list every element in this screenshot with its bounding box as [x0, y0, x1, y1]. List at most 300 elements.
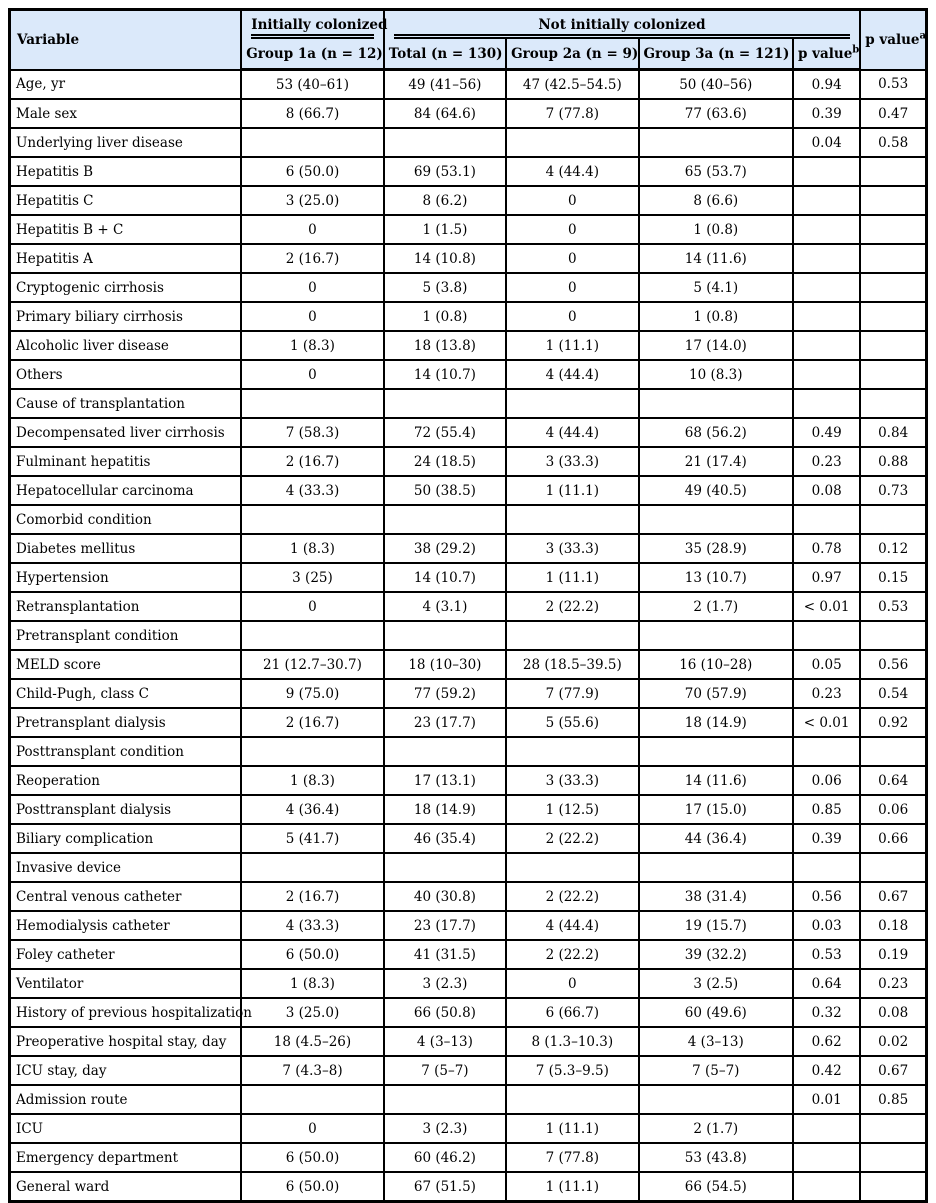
cell-group1a: 1 (8.3) [241, 331, 383, 360]
cell-group2a: 2 (22.2) [506, 882, 638, 911]
cell-p-a [860, 1143, 926, 1172]
cell-variable: Posttransplant dialysis [10, 795, 242, 824]
table-row [10, 1143, 927, 1172]
cell-total: 69 (53.1) [384, 157, 506, 186]
p-value-b-superscript: b [852, 44, 860, 55]
cell-variable: Emergency department [10, 1143, 242, 1172]
cell-p-a [860, 737, 926, 766]
column-header-variable: Variable [10, 10, 242, 70]
cell-group2a [506, 389, 638, 418]
table-row [10, 476, 927, 505]
cell-p-b: < 0.01 [793, 592, 860, 621]
table-row [10, 215, 927, 244]
cell-group2a: 0 [506, 273, 638, 302]
column-header-group2a: Group 2a (n = 9) [506, 39, 638, 70]
cell-p-b: 0.04 [793, 128, 860, 157]
cell-p-b: 0.39 [793, 824, 860, 853]
cell-group2a: 5 (55.6) [506, 708, 638, 737]
cell-variable: Male sex [10, 99, 242, 128]
table-row [10, 1172, 927, 1202]
table-row [10, 679, 927, 708]
table-row [10, 534, 927, 563]
cell-p-b: 0.01 [793, 1085, 860, 1114]
cell-group1a: 0 [241, 302, 383, 331]
cell-group3a: 17 (15.0) [639, 795, 794, 824]
cell-group2a: 7 (77.8) [506, 1143, 638, 1172]
cell-total: 38 (29.2) [384, 534, 506, 563]
cell-group1a: 2 (16.7) [241, 708, 383, 737]
cell-group2a: 1 (11.1) [506, 1114, 638, 1143]
cell-group1a: 4 (36.4) [241, 795, 383, 824]
cell-total [384, 505, 506, 534]
cell-group1a: 6 (50.0) [241, 1143, 383, 1172]
cell-p-a: 0.15 [860, 563, 926, 592]
cell-p-b [793, 853, 860, 882]
cell-total [384, 853, 506, 882]
cell-total: 4 (3.1) [384, 592, 506, 621]
cell-p-a: 0.53 [860, 592, 926, 621]
cell-p-b [793, 621, 860, 650]
cell-group1a: 6 (50.0) [241, 157, 383, 186]
cell-group2a: 4 (44.4) [506, 360, 638, 389]
cell-p-b: 0.32 [793, 998, 860, 1027]
cell-variable: Hemodialysis catheter [10, 911, 242, 940]
cell-p-a: 0.58 [860, 128, 926, 157]
cell-group3a: 19 (15.7) [639, 911, 794, 940]
cell-total: 72 (55.4) [384, 418, 506, 447]
cell-p-a: 0.08 [860, 998, 926, 1027]
cell-group3a: 14 (11.6) [639, 766, 794, 795]
table-row [10, 563, 927, 592]
table-row [10, 795, 927, 824]
table-row [10, 737, 927, 766]
cell-p-b [793, 302, 860, 331]
cell-variable: Reoperation [10, 766, 242, 795]
cell-group1a: 1 (8.3) [241, 969, 383, 998]
cell-total: 18 (14.9) [384, 795, 506, 824]
column-header-group3a: Group 3a (n = 121) [639, 39, 794, 70]
cell-group3a: 16 (10–28) [639, 650, 794, 679]
cell-total: 66 (50.8) [384, 998, 506, 1027]
cell-group2a: 1 (12.5) [506, 795, 638, 824]
cell-p-a [860, 1172, 926, 1202]
cell-group3a: 8 (6.6) [639, 186, 794, 215]
cell-variable: Central venous catheter [10, 882, 242, 911]
group-header-initially-colonized [241, 10, 388, 40]
cell-p-a [860, 331, 926, 360]
cell-total [384, 389, 506, 418]
cell-group1a [241, 128, 383, 157]
cell-total [384, 737, 506, 766]
group-header-not-initially-colonized [384, 10, 861, 40]
table-row [10, 331, 927, 360]
cell-p-a: 0.67 [860, 1056, 926, 1085]
cell-variable: Pretransplant condition [10, 621, 242, 650]
cell-p-b [793, 1172, 860, 1202]
cell-group3a: 14 (11.6) [639, 244, 794, 273]
cell-group2a: 1 (11.1) [506, 331, 638, 360]
cell-group1a: 6 (50.0) [241, 1172, 383, 1202]
cell-p-b [793, 1114, 860, 1143]
cell-group2a: 3 (33.3) [506, 447, 638, 476]
cell-variable: Comorbid condition [10, 505, 242, 534]
cell-group2a: 0 [506, 969, 638, 998]
cell-group3a: 1 (0.8) [639, 215, 794, 244]
cell-group2a: 7 (77.8) [506, 99, 638, 128]
cell-p-b: 0.64 [793, 969, 860, 998]
cell-variable: Others [10, 360, 242, 389]
cell-group2a: 4 (44.4) [506, 418, 638, 447]
cell-total: 18 (13.8) [384, 331, 506, 360]
table-row [10, 1027, 927, 1056]
cell-group3a: 3 (2.5) [639, 969, 794, 998]
table-row [10, 853, 927, 882]
cell-group1a: 3 (25.0) [241, 998, 383, 1027]
cell-p-a: 0.56 [860, 650, 926, 679]
cell-group3a: 18 (14.9) [639, 708, 794, 737]
cell-group2a [506, 128, 638, 157]
cell-variable: Age, yr [10, 70, 242, 100]
cell-variable: Hepatitis A [10, 244, 242, 273]
cell-group1a: 1 (8.3) [241, 534, 383, 563]
table-row [10, 418, 927, 447]
cell-group3a: 1 (0.8) [639, 302, 794, 331]
cell-group2a: 2 (22.2) [506, 824, 638, 853]
table-row [10, 621, 927, 650]
cell-variable: Hepatitis B + C [10, 215, 242, 244]
cell-group2a [506, 1085, 638, 1114]
cell-group1a [241, 621, 383, 650]
cell-p-a: 0.47 [860, 99, 926, 128]
cell-total: 23 (17.7) [384, 708, 506, 737]
table-row [10, 824, 927, 853]
cell-group3a: 4 (3–13) [639, 1027, 794, 1056]
cell-total: 1 (0.8) [384, 302, 506, 331]
cell-variable: Primary biliary cirrhosis [10, 302, 242, 331]
table-row [10, 389, 927, 418]
cell-total: 49 (41–56) [384, 70, 506, 100]
table-row [10, 186, 927, 215]
cell-p-b: < 0.01 [793, 708, 860, 737]
cell-variable: MELD score [10, 650, 242, 679]
cell-total: 14 (10.8) [384, 244, 506, 273]
cell-group3a [639, 505, 794, 534]
cell-total: 77 (59.2) [384, 679, 506, 708]
cell-p-a: 0.64 [860, 766, 926, 795]
cell-group3a: 5 (4.1) [639, 273, 794, 302]
cell-variable: Hepatitis B [10, 157, 242, 186]
cell-group2a: 28 (18.5–39.5) [506, 650, 638, 679]
table-row [10, 650, 927, 679]
cell-total: 7 (5–7) [384, 1056, 506, 1085]
cell-group1a: 2 (16.7) [241, 447, 383, 476]
cell-p-a [860, 186, 926, 215]
cell-group2a: 6 (66.7) [506, 998, 638, 1027]
cell-variable: Cryptogenic cirrhosis [10, 273, 242, 302]
cell-p-b [793, 186, 860, 215]
cell-group2a: 0 [506, 215, 638, 244]
cell-p-a: 0.19 [860, 940, 926, 969]
cell-total: 3 (2.3) [384, 969, 506, 998]
cell-group1a: 18 (4.5–26) [241, 1027, 383, 1056]
cell-group1a [241, 737, 383, 766]
table-row [10, 592, 927, 621]
cell-p-a: 0.66 [860, 824, 926, 853]
cell-group2a [506, 505, 638, 534]
cell-group1a: 21 (12.7–30.7) [241, 650, 383, 679]
cell-p-a [860, 360, 926, 389]
cell-variable: History of previous hospitalization [10, 998, 242, 1027]
cell-group1a: 0 [241, 1114, 383, 1143]
cell-group1a: 7 (4.3–8) [241, 1056, 383, 1085]
cell-p-b: 0.05 [793, 650, 860, 679]
cell-total: 4 (3–13) [384, 1027, 506, 1056]
cell-p-b: 0.39 [793, 99, 860, 128]
cell-group3a: 13 (10.7) [639, 563, 794, 592]
cell-p-a: 0.53 [860, 70, 926, 100]
cell-variable: Foley catheter [10, 940, 242, 969]
cell-variable: Fulminant hepatitis [10, 447, 242, 476]
cell-variable: Alcoholic liver disease [10, 331, 242, 360]
cell-group3a: 7 (5–7) [639, 1056, 794, 1085]
cell-variable: Child-Pugh, class C [10, 679, 242, 708]
cell-group3a: 2 (1.7) [639, 1114, 794, 1143]
cell-group1a: 4 (33.3) [241, 911, 383, 940]
cell-p-a: 0.67 [860, 882, 926, 911]
cell-p-a: 0.92 [860, 708, 926, 737]
cell-p-b: 0.78 [793, 534, 860, 563]
cell-p-b [793, 389, 860, 418]
cell-variable: Biliary complication [10, 824, 242, 853]
cell-total [384, 621, 506, 650]
cell-p-b [793, 273, 860, 302]
table-row [10, 244, 927, 273]
cell-total: 14 (10.7) [384, 360, 506, 389]
cell-variable: Underlying liver disease [10, 128, 242, 157]
cell-group2a: 0 [506, 186, 638, 215]
cell-p-a: 0.85 [860, 1085, 926, 1114]
cell-variable: Hypertension [10, 563, 242, 592]
cell-p-a: 0.06 [860, 795, 926, 824]
table-body [10, 70, 927, 1202]
cell-total: 17 (13.1) [384, 766, 506, 795]
cell-p-b: 0.85 [793, 795, 860, 824]
cell-group1a: 8 (66.7) [241, 99, 383, 128]
cell-group1a [241, 1085, 383, 1114]
cell-group2a: 8 (1.3–10.3) [506, 1027, 638, 1056]
cell-p-b: 0.23 [793, 447, 860, 476]
cell-variable: Admission route [10, 1085, 242, 1114]
table-row [10, 99, 927, 128]
cell-group1a: 4 (33.3) [241, 476, 383, 505]
cell-p-a [860, 273, 926, 302]
table-row [10, 766, 927, 795]
cell-total: 3 (2.3) [384, 1114, 506, 1143]
cell-group1a: 6 (50.0) [241, 940, 383, 969]
cell-group3a [639, 128, 794, 157]
cell-p-b: 0.62 [793, 1027, 860, 1056]
table-row [10, 70, 927, 100]
cell-group3a: 50 (40–56) [639, 70, 794, 100]
cell-p-a: 0.18 [860, 911, 926, 940]
cell-total: 18 (10–30) [384, 650, 506, 679]
cell-p-b: 0.06 [793, 766, 860, 795]
cell-p-b [793, 244, 860, 273]
cell-p-a [860, 302, 926, 331]
cell-group1a: 2 (16.7) [241, 244, 383, 273]
cell-total: 1 (1.5) [384, 215, 506, 244]
p-value-b-label: p value [798, 45, 853, 62]
table-row [10, 882, 927, 911]
cell-group2a: 2 (22.2) [506, 592, 638, 621]
cell-group3a: 44 (36.4) [639, 824, 794, 853]
cell-group3a: 2 (1.7) [639, 592, 794, 621]
cell-p-b: 0.23 [793, 679, 860, 708]
cell-variable: Decompensated liver cirrhosis [10, 418, 242, 447]
cell-group3a: 65 (53.7) [639, 157, 794, 186]
cell-total: 41 (31.5) [384, 940, 506, 969]
cell-variable: Pretransplant dialysis [10, 708, 242, 737]
cell-p-b: 0.53 [793, 940, 860, 969]
table-row [10, 708, 927, 737]
cell-variable: Diabetes mellitus [10, 534, 242, 563]
table-row [10, 360, 927, 389]
cell-p-b [793, 1143, 860, 1172]
cell-p-b: 0.03 [793, 911, 860, 940]
cell-p-a [860, 1114, 926, 1143]
cell-variable: ICU [10, 1114, 242, 1143]
cell-group3a: 39 (32.2) [639, 940, 794, 969]
group-header-initially-colonized-label: Initially colonized [251, 17, 388, 33]
cell-p-b: 0.94 [793, 70, 860, 100]
cell-p-a: 0.23 [860, 969, 926, 998]
cell-group1a: 2 (16.7) [241, 882, 383, 911]
table-row [10, 302, 927, 331]
table-row [10, 969, 927, 998]
cell-group3a: 17 (14.0) [639, 331, 794, 360]
table-row [10, 1114, 927, 1143]
cell-group2a: 1 (11.1) [506, 476, 638, 505]
cell-group2a: 0 [506, 244, 638, 273]
cell-group3a: 35 (28.9) [639, 534, 794, 563]
cell-p-a: 0.12 [860, 534, 926, 563]
cell-p-a [860, 157, 926, 186]
cell-group1a: 0 [241, 273, 383, 302]
cell-total: 23 (17.7) [384, 911, 506, 940]
cell-p-b [793, 331, 860, 360]
column-header-p-value-b [793, 39, 860, 70]
cell-group1a [241, 505, 383, 534]
cell-p-b [793, 737, 860, 766]
cell-total: 8 (6.2) [384, 186, 506, 215]
p-value-a-superscript: a [919, 30, 926, 42]
cell-p-b: 0.42 [793, 1056, 860, 1085]
cell-group3a: 38 (31.4) [639, 882, 794, 911]
cell-group2a: 3 (33.3) [506, 766, 638, 795]
cell-group3a: 49 (40.5) [639, 476, 794, 505]
cell-p-b [793, 505, 860, 534]
cell-group1a: 3 (25) [241, 563, 383, 592]
header-row-groups [10, 10, 927, 40]
cell-group3a: 21 (17.4) [639, 447, 794, 476]
cell-group2a: 47 (42.5–54.5) [506, 70, 638, 100]
cell-group3a [639, 737, 794, 766]
cell-group2a: 3 (33.3) [506, 534, 638, 563]
cell-p-b: 0.56 [793, 882, 860, 911]
cell-p-a [860, 215, 926, 244]
cell-p-a [860, 389, 926, 418]
cell-total: 50 (38.5) [384, 476, 506, 505]
table-row [10, 911, 927, 940]
cell-variable: ICU stay, day [10, 1056, 242, 1085]
cell-p-a: 0.73 [860, 476, 926, 505]
cell-total: 67 (51.5) [384, 1172, 506, 1202]
cell-total [384, 1085, 506, 1114]
cell-total: 46 (35.4) [384, 824, 506, 853]
cell-p-a: 0.84 [860, 418, 926, 447]
cell-group3a: 66 (54.5) [639, 1172, 794, 1202]
cell-group3a [639, 853, 794, 882]
cell-variable: Retransplantation [10, 592, 242, 621]
cell-variable: Hepatitis C [10, 186, 242, 215]
cell-p-a: 0.54 [860, 679, 926, 708]
cell-group3a: 77 (63.6) [639, 99, 794, 128]
cell-group2a: 0 [506, 302, 638, 331]
cell-group1a: 53 (40–61) [241, 70, 383, 100]
cell-group2a: 7 (77.9) [506, 679, 638, 708]
cell-group2a: 1 (11.1) [506, 1172, 638, 1202]
cell-p-a [860, 621, 926, 650]
cell-group3a [639, 1085, 794, 1114]
cell-variable: Preoperative hospital stay, day [10, 1027, 242, 1056]
cell-group1a: 7 (58.3) [241, 418, 383, 447]
cell-group1a: 9 (75.0) [241, 679, 383, 708]
cell-group3a [639, 389, 794, 418]
cell-p-b: 0.97 [793, 563, 860, 592]
cell-total: 24 (18.5) [384, 447, 506, 476]
cell-group2a: 4 (44.4) [506, 157, 638, 186]
cell-variable: Invasive device [10, 853, 242, 882]
cell-group1a: 3 (25.0) [241, 186, 383, 215]
cell-total: 14 (10.7) [384, 563, 506, 592]
table-row [10, 940, 927, 969]
table-row [10, 157, 927, 186]
cell-group1a: 0 [241, 592, 383, 621]
cell-total: 60 (46.2) [384, 1143, 506, 1172]
cell-group1a [241, 389, 383, 418]
cell-group1a: 1 (8.3) [241, 766, 383, 795]
cell-p-b [793, 215, 860, 244]
cell-p-a: 0.88 [860, 447, 926, 476]
cell-p-b: 0.49 [793, 418, 860, 447]
cell-p-b [793, 157, 860, 186]
cell-variable: Cause of transplantation [10, 389, 242, 418]
cell-group3a: 68 (56.2) [639, 418, 794, 447]
cell-p-a [860, 505, 926, 534]
cell-variable: Posttransplant condition [10, 737, 242, 766]
column-header-total: Total (n = 130) [384, 39, 506, 70]
cell-group1a: 0 [241, 215, 383, 244]
cell-group2a [506, 621, 638, 650]
cell-p-a [860, 853, 926, 882]
table-row [10, 273, 927, 302]
cell-p-b: 0.08 [793, 476, 860, 505]
cell-group2a: 7 (5.3–9.5) [506, 1056, 638, 1085]
cell-variable: Hepatocellular carcinoma [10, 476, 242, 505]
cell-total: 40 (30.8) [384, 882, 506, 911]
cell-variable: General ward [10, 1172, 242, 1202]
table-row [10, 1056, 927, 1085]
